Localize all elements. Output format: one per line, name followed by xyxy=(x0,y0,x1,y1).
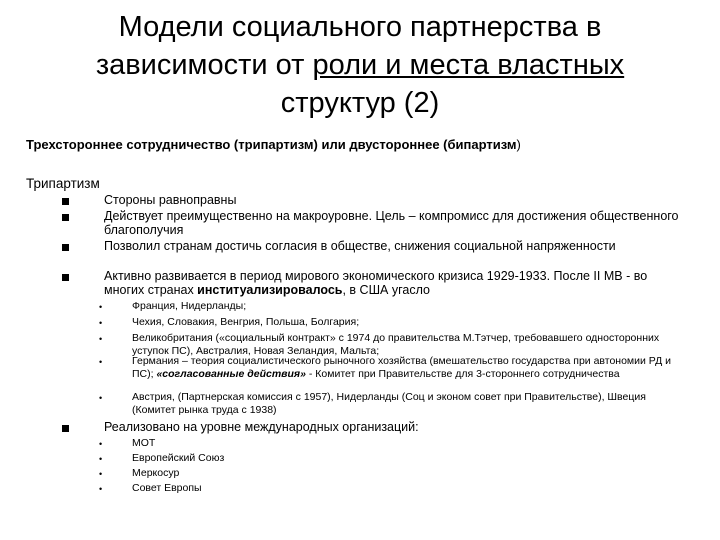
dot-bullet: • xyxy=(99,454,103,464)
title-line-2 xyxy=(20,46,700,84)
dot-bullet: • xyxy=(99,469,103,479)
point-4 xyxy=(104,269,684,297)
title-line-2-pre: зависимости от xyxy=(95,49,313,81)
point-1: Стороны равноправны xyxy=(104,193,237,207)
point-5: Реализовано на уровне международных организаций: xyxy=(104,420,419,434)
org-item-4: Совет Европы xyxy=(132,482,202,494)
point-4-pre: Активно развивается в период мирового экономического кризиса 1929-1933. После II МВ - во многих странах xyxy=(104,269,648,297)
point-2: Действует преимущественно на макроуровне. Цель – компромисс для достижения общественного благополучия xyxy=(104,209,679,237)
title-line-2-underlined: роли и места властных xyxy=(312,49,625,81)
subtitle-bold: Трехстороннее сотрудничество (трипартизм) или двустороннее (бипартизм xyxy=(26,137,517,152)
square-bullet xyxy=(62,198,69,205)
dot-bullet: • xyxy=(99,484,103,494)
point-4-post: , в США угасло xyxy=(342,283,430,297)
country-item-3: Великобритания («социальный контракт» с 1974 до правительства М.Тэтчер, требовавшего односторонних уступок ПС), Австралия, Новая Зеландия, Мальта; xyxy=(132,332,660,357)
square-bullet xyxy=(62,274,69,281)
square-bullet xyxy=(62,214,69,221)
org-item-2: Европейский Союз xyxy=(132,452,225,464)
title-line-3: структур (2) xyxy=(280,87,440,119)
country-item-4-post: - Комитет при Правительстве для 3-стороннего сотрудничества xyxy=(305,367,620,380)
country-item-4-pre: Германия – теория социалистического рыночного хозяйства (вмешательство государства при автономии РД и ПС); xyxy=(132,355,671,380)
country-item-1: Франция, Нидерланды; xyxy=(132,300,247,312)
point-4-bold: институализировалось xyxy=(197,283,343,297)
dot-bullet: • xyxy=(99,357,103,367)
org-item-1: МОТ xyxy=(132,437,156,449)
country-item-4-bold: «согласованные действия» xyxy=(156,367,306,380)
square-bullet xyxy=(62,425,69,432)
org-item-3: Меркосур xyxy=(132,467,180,479)
subtitle-rest: ) xyxy=(516,137,521,152)
title-line-1: Модели социального партнерства в xyxy=(118,11,602,43)
country-item-4 xyxy=(132,355,672,380)
section-heading: Трипартизм xyxy=(26,176,100,191)
subtitle xyxy=(26,137,521,152)
dot-bullet: • xyxy=(99,318,103,328)
square-bullet xyxy=(62,244,69,251)
country-item-5: Австрия, (Партнерская комиссия с 1957), Нидерланды (Соц и эконом совет при Правительстве), Швеция (Комитет рынка труда с 1938) xyxy=(132,391,646,416)
dot-bullet: • xyxy=(99,393,103,403)
slide-title xyxy=(20,8,700,122)
country-item-2: Чехия, Словакия, Венгрия, Польша, Болгария; xyxy=(132,316,360,328)
dot-bullet: • xyxy=(99,334,103,344)
dot-bullet: • xyxy=(99,302,103,312)
point-3: Позволил странам достичь согласия в обществе, снижения социальной напряженности xyxy=(104,239,616,253)
dot-bullet: • xyxy=(99,439,103,449)
